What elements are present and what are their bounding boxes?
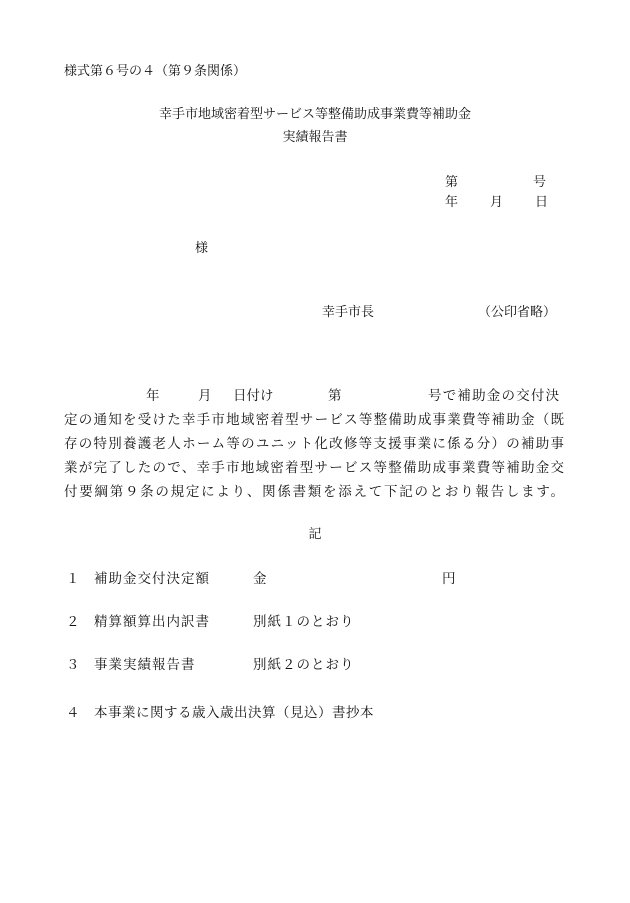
item-1-number: １ xyxy=(66,571,81,587)
date-month: 月 xyxy=(490,195,504,210)
addressee-honorific: 様 xyxy=(195,241,209,256)
item-4-number: ４ xyxy=(66,705,81,721)
document-number-suffix: 号 xyxy=(533,175,547,190)
sender-name: 幸手市長 xyxy=(322,305,375,320)
seal-omitted-note: （公印省略） xyxy=(478,305,557,320)
report-body xyxy=(64,384,564,504)
body-year: 年 xyxy=(146,388,160,404)
body-line-3: 存の特別養護老人ホーム等のユニット化改修等支援事業に係る分）の補助事 xyxy=(64,436,564,452)
item-1-value: 金 xyxy=(253,571,268,587)
item-1-unit: 円 xyxy=(442,571,457,587)
item-2-label: 精算額算出内訳書 xyxy=(94,614,210,630)
document-number-prefix: 第 xyxy=(445,175,459,190)
item-3-value: 別紙２のとおり xyxy=(253,657,355,673)
item-2-number: ２ xyxy=(66,614,81,630)
body-day-dated: 日付け xyxy=(233,388,274,404)
item-2-value: 別紙１のとおり xyxy=(253,614,355,630)
body-number-prefix: 第 xyxy=(328,388,342,404)
body-first-line xyxy=(64,384,564,408)
date-day: 日 xyxy=(535,195,549,210)
form-number: 様式第６号の４（第９条関係） xyxy=(64,64,247,79)
item-3-number: ３ xyxy=(66,657,81,673)
date-year: 年 xyxy=(445,195,459,210)
item-3-label: 事業実績報告書 xyxy=(94,657,196,673)
body-line-5: 付要綱第９条の規定により、関係書類を添えて下記のとおり報告します。 xyxy=(64,484,564,500)
body-first-line-rest: 号で補助金の交付決 xyxy=(428,388,561,404)
body-line-4: 業が完了したので、幸手市地域密着型サービス等整備助成事業費等補助金交 xyxy=(64,460,564,476)
body-month: 月 xyxy=(198,388,212,404)
item-4-label: 本事業に関する歳入歳出決算（見込）書抄本 xyxy=(94,705,374,721)
document-title-line2: 実績報告書 xyxy=(282,130,348,145)
document-title-line1: 幸手市地域密着型サービス等整備助成事業費等補助金 xyxy=(158,107,471,122)
item-1-label: 補助金交付決定額 xyxy=(94,571,210,587)
body-line-2: 定の通知を受けた幸手市地域密着型サービス等整備助成事業費等補助金（既 xyxy=(64,412,564,428)
ki-heading: 記 xyxy=(308,527,322,542)
